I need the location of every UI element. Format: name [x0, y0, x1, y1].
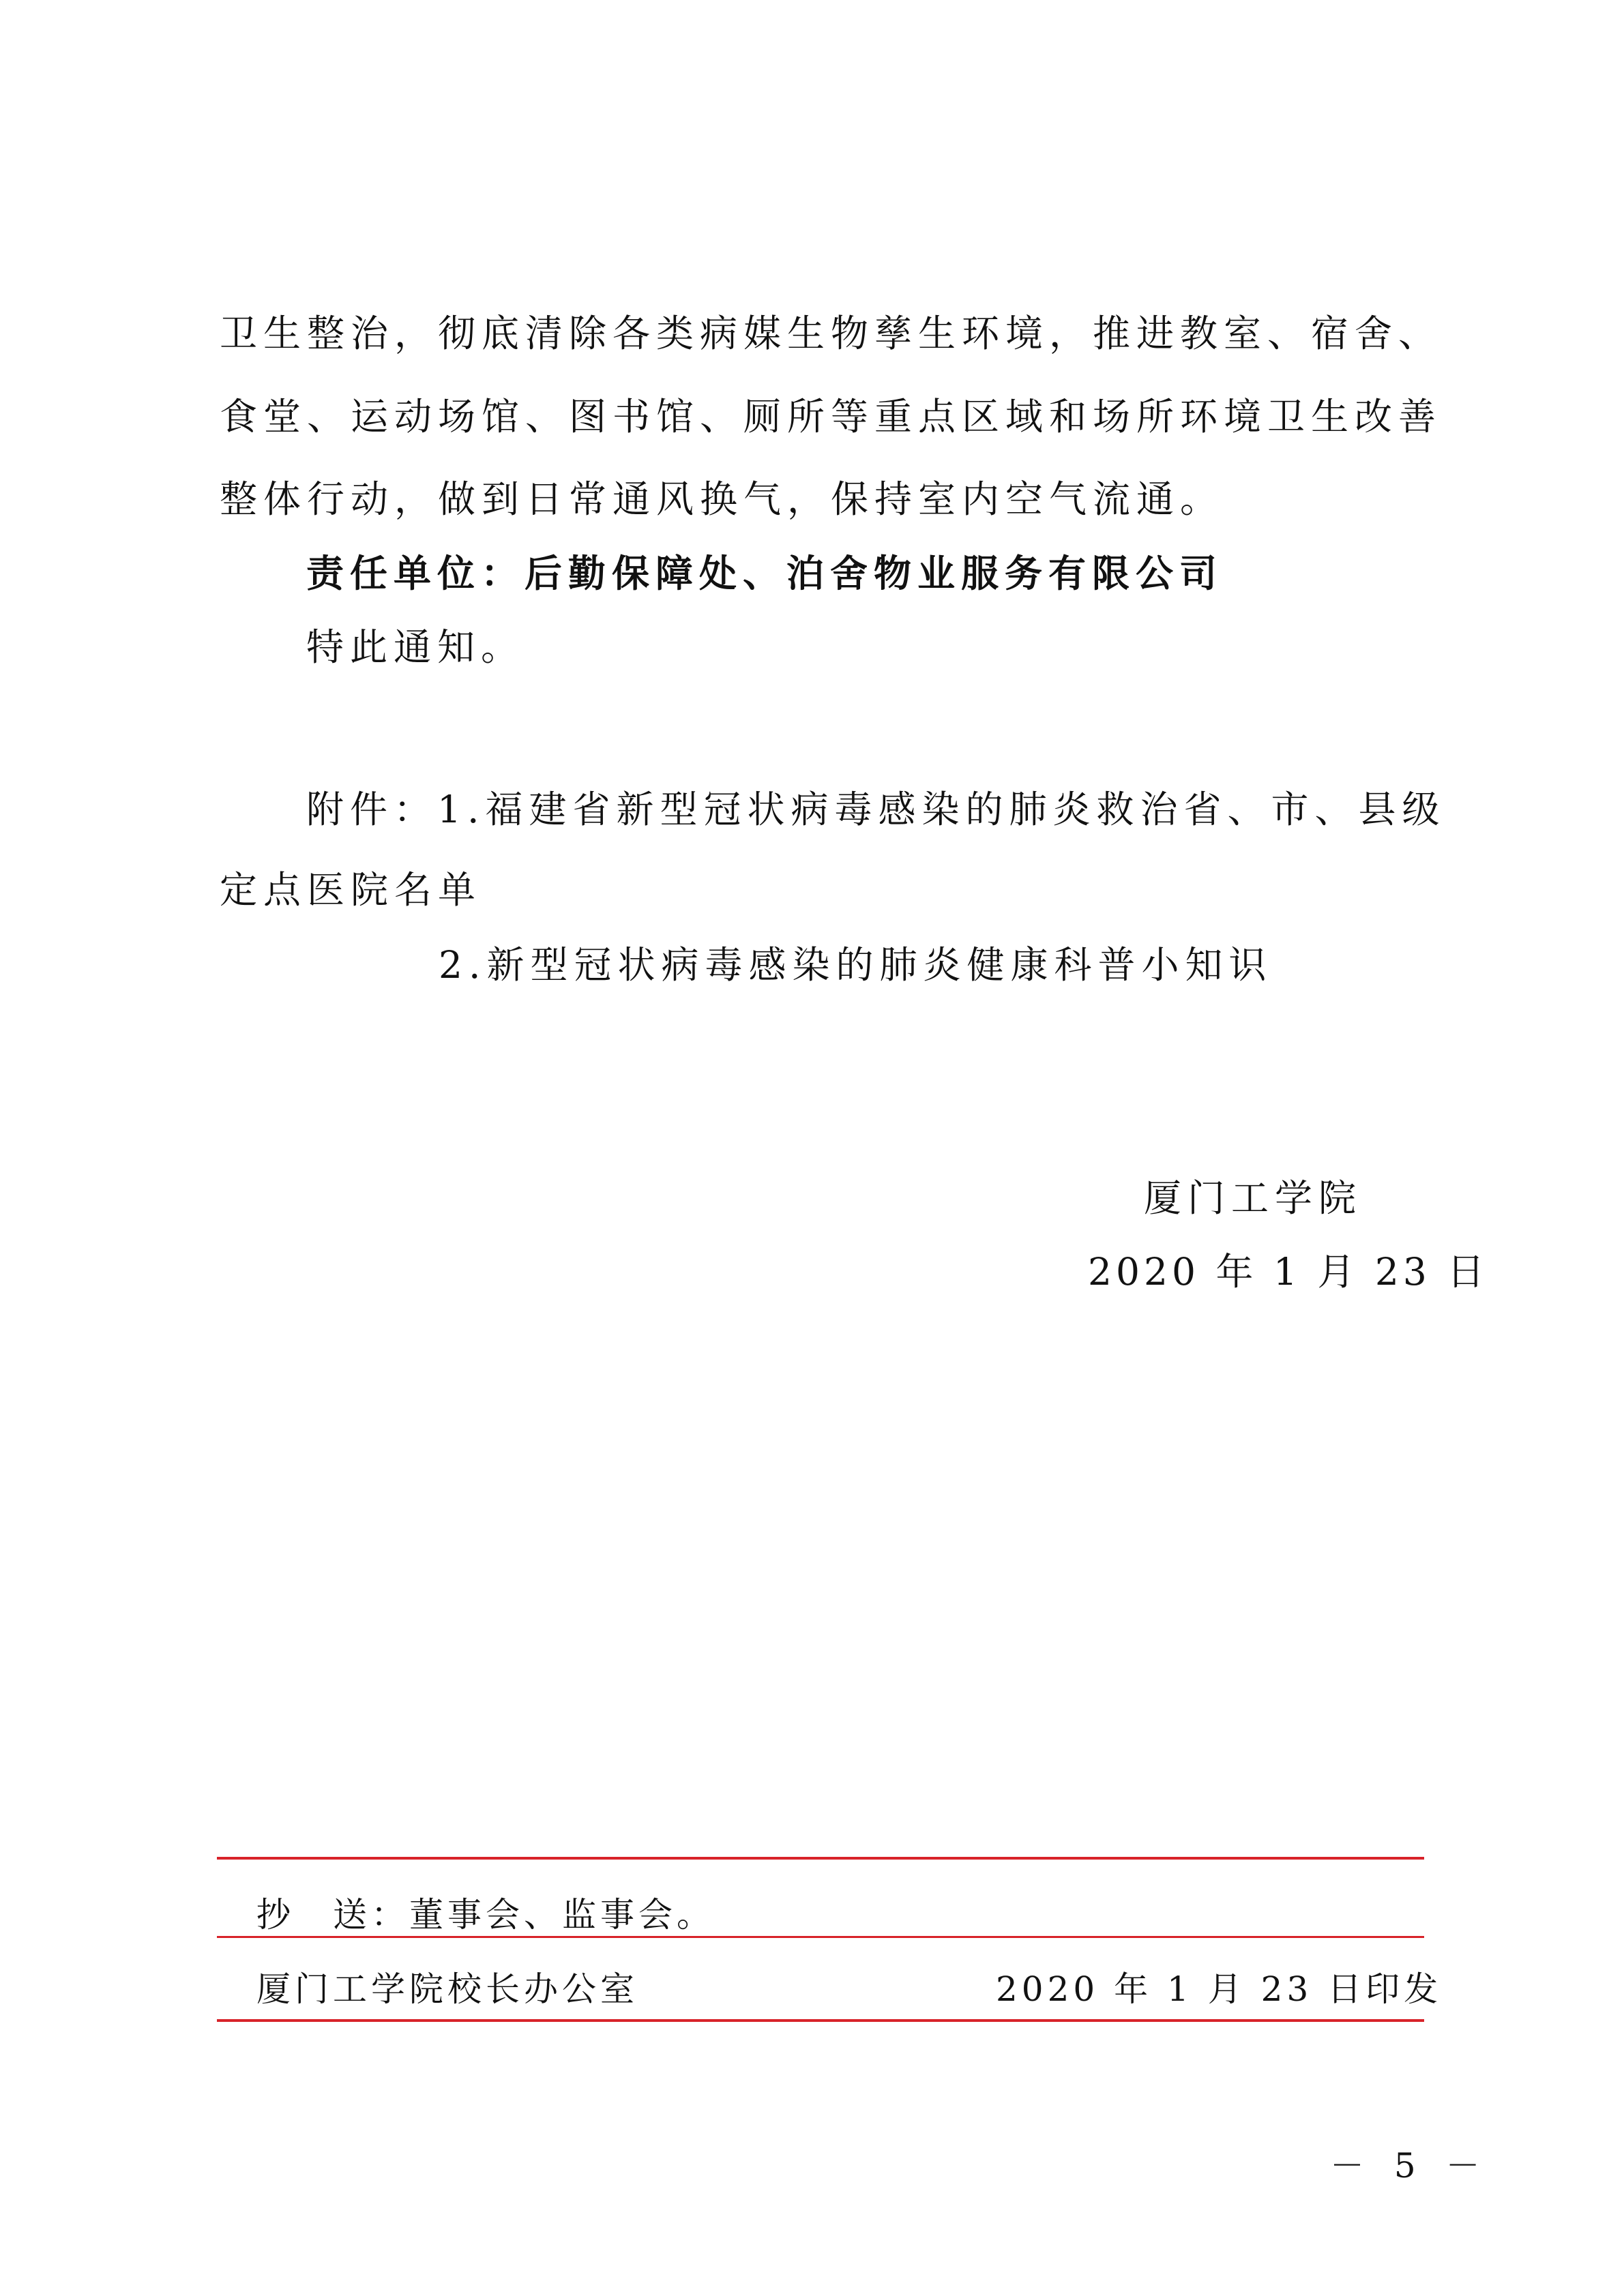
- responsible-unit: 责任单位：后勤保障处、泊舍物业服务有限公司: [306, 552, 1224, 595]
- attachment-item-1-continued: 定点医院名单: [220, 868, 482, 912]
- issue-date: 2020 年 1 月 23 日印发: [996, 1969, 1443, 2009]
- footer-bottom-rule: [217, 2019, 1424, 2022]
- signature-date: 2020 年 1 月 23 日: [1088, 1250, 1489, 1294]
- footer-top-rule: [217, 1857, 1424, 1860]
- closing-line: 特此通知。: [306, 625, 525, 669]
- cc-recipients: 董事会、监事会。: [409, 1895, 715, 1935]
- attachment-item-2: 2.新型冠状病毒感染的肺炎健康科普小知识: [439, 943, 1273, 987]
- cc-line: [256, 1893, 715, 1937]
- page-number: － 5 －: [1330, 2146, 1490, 2186]
- signature-organization: 厦门工学院: [1144, 1176, 1363, 1220]
- footer-middle-rule: [217, 1936, 1424, 1938]
- issuer-office: 厦门工学院校长办公室: [256, 1969, 638, 2009]
- attachment-item-1: 附件：1.福建省新型冠状病毒感染的肺炎救治省、市、县级: [306, 788, 1446, 831]
- paragraph-line: 食堂、运动场馆、图书馆、厕所等重点区域和场所环境卫生改善: [220, 395, 1443, 438]
- paragraph-line: 整体行动，做到日常通风换气，保持室内空气流通。: [220, 477, 1224, 521]
- cc-label: 抄 送：: [256, 1895, 409, 1935]
- paragraph-line: 卫生整治，彻底清除各类病媒生物孳生环境，推进教室、宿舍、: [220, 312, 1443, 355]
